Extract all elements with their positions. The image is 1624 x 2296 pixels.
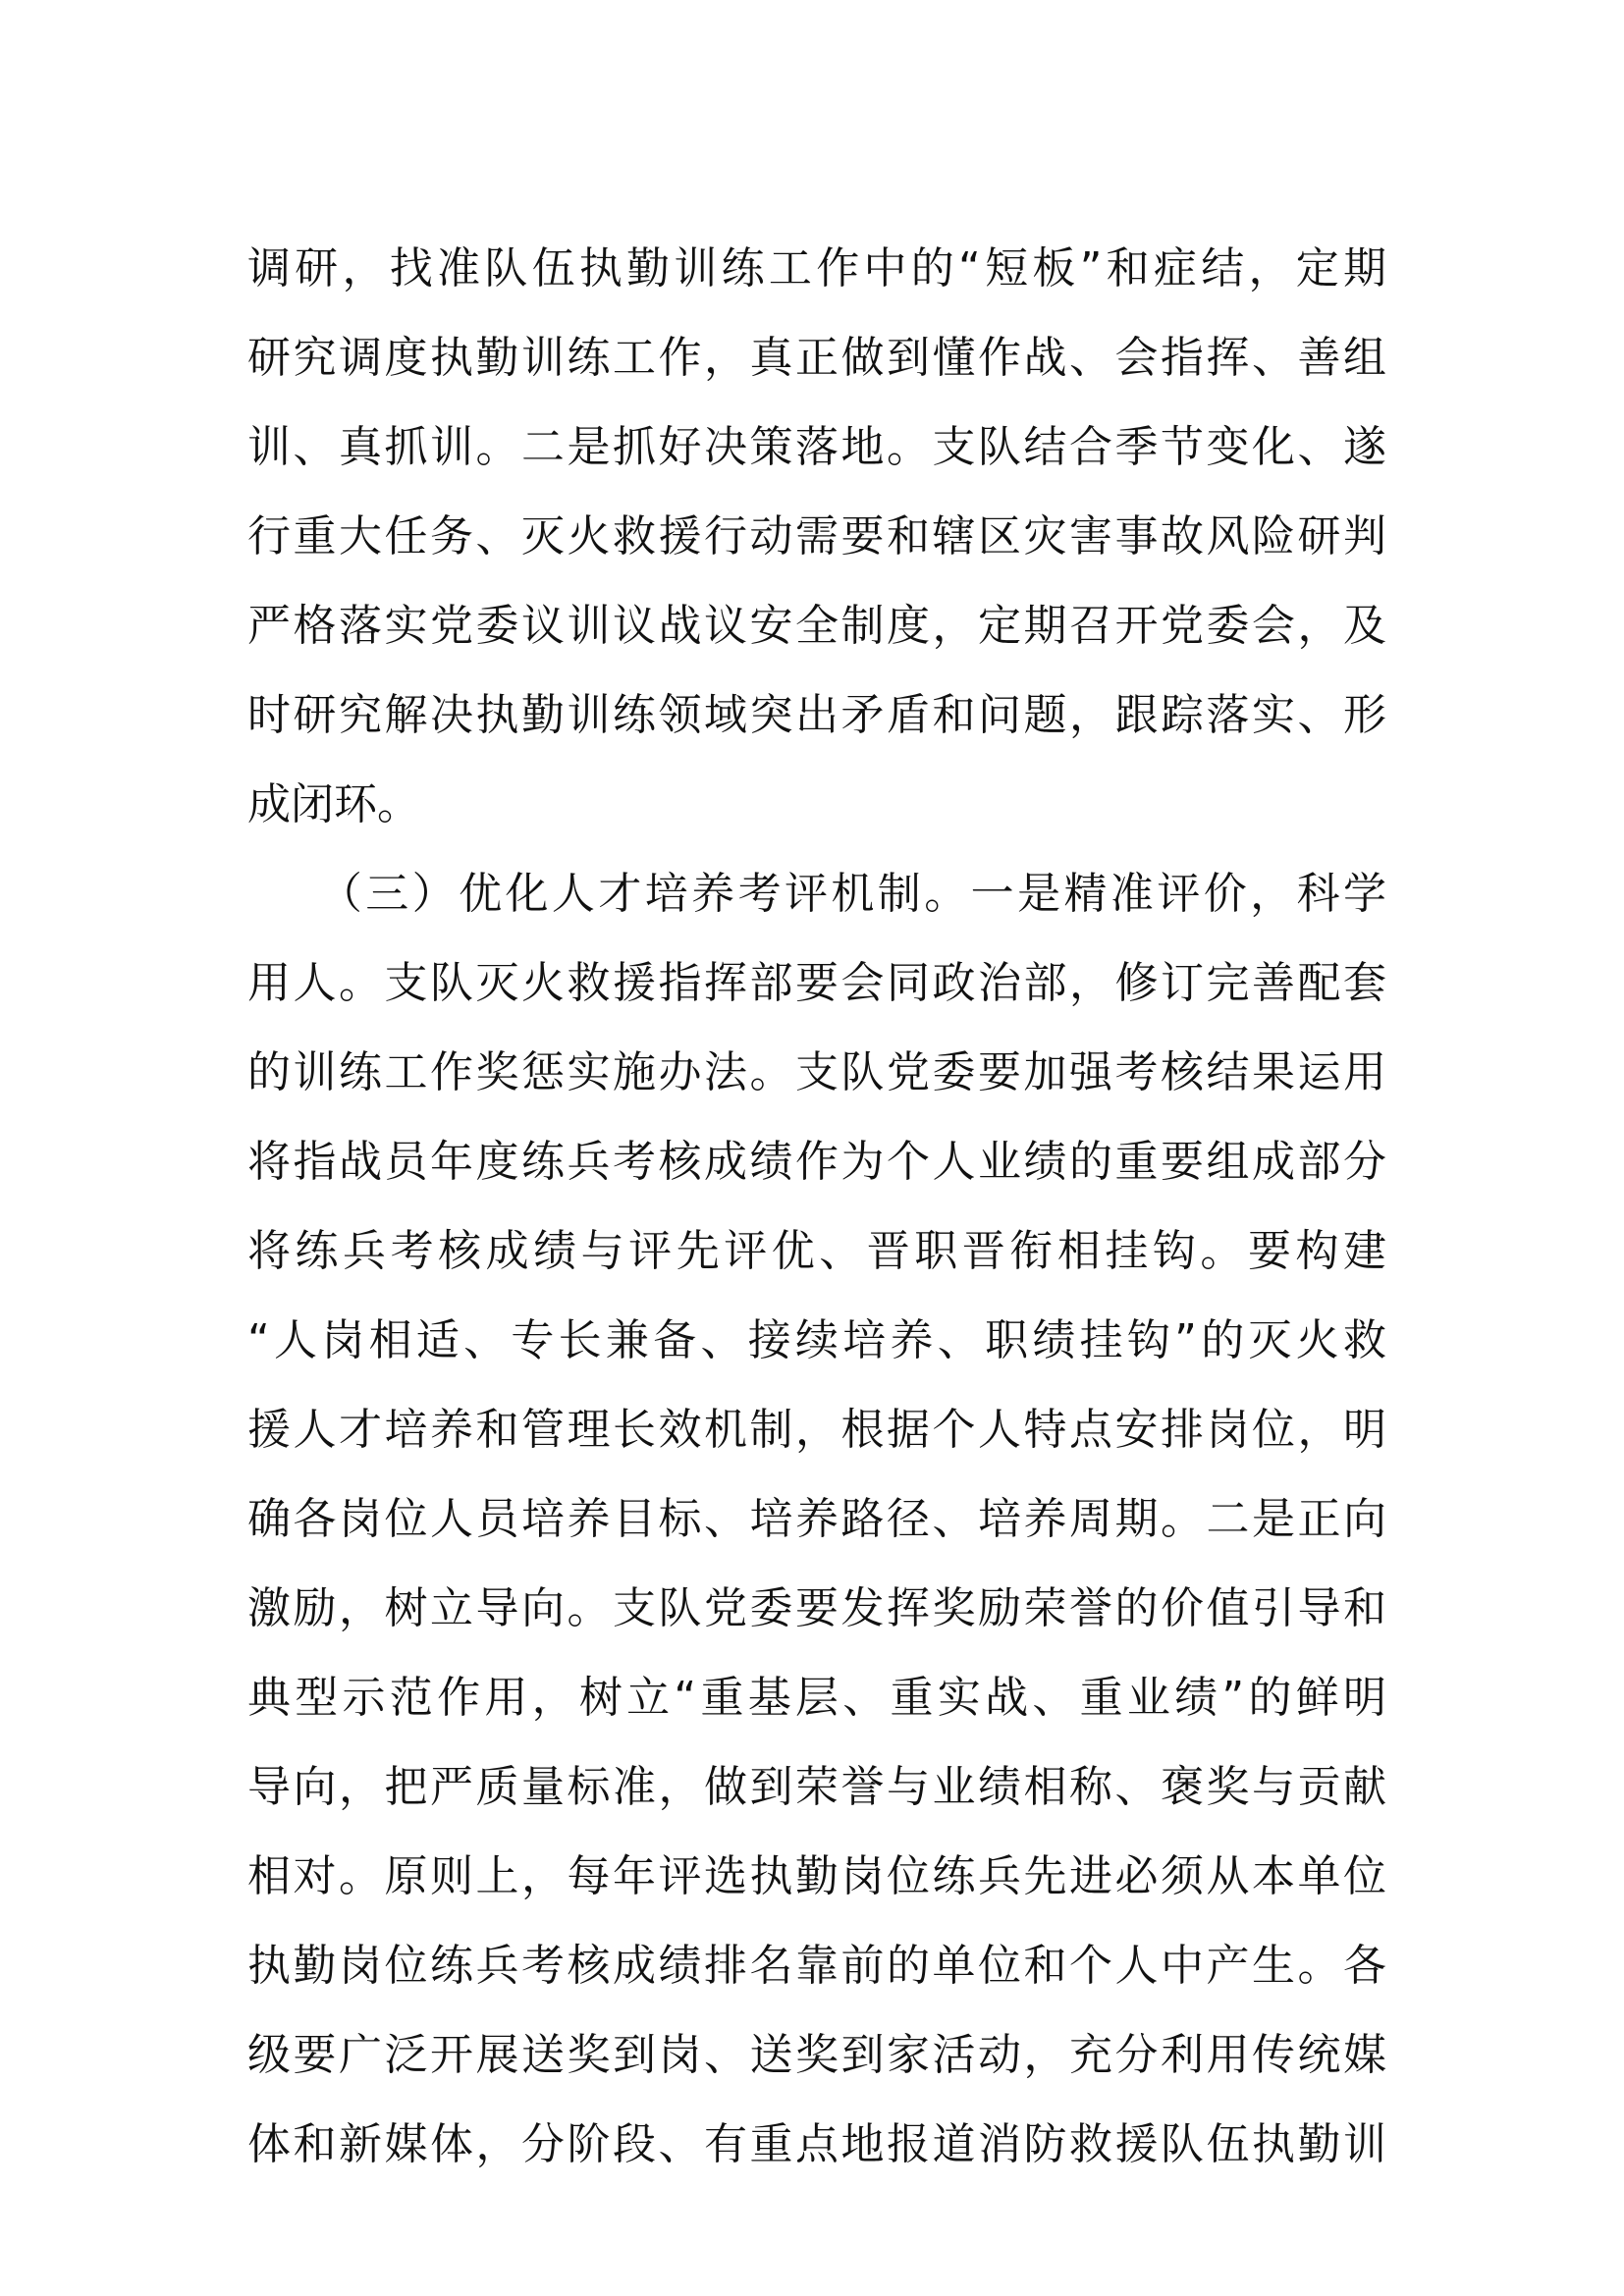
text-line: 级要广泛开展送奖到岗、送奖到家活动，充分利用传统媒 xyxy=(247,2030,1386,2080)
text-line: 的训练工作奖惩实施办法。支队党委要加强考核结果运用 xyxy=(247,1047,1386,1097)
body-text xyxy=(247,224,1386,2189)
text-line: 导向，把严质量标准，做到荣誉与业绩相称、褒奖与贡献 xyxy=(247,1762,1386,1812)
text-line: 成闭环。 xyxy=(247,779,420,829)
text-line: 激励，树立导向。支队党委要发挥奖励荣誉的价值引导和 xyxy=(247,1583,1386,1633)
text-line: 将指战员年度练兵考核成绩作为个人业绩的重要组成部分 xyxy=(247,1137,1386,1187)
text-line: 确各岗位人员培养目标、培养路径、培养周期。二是正向 xyxy=(247,1494,1386,1544)
text-line: 执勤岗位练兵考核成绩排名靠前的单位和个人中产生。各 xyxy=(247,1941,1386,1991)
text-line: 将练兵考核成绩与评先评优、晋职晋衔相挂钩。要构建 xyxy=(247,1226,1386,1276)
text-line: “人岗相适、专长兼备、接续培养、职绩挂钩”的灭火救 xyxy=(247,1315,1386,1365)
text-line: 时研究解决执勤训练领域突出矛盾和问题，跟踪落实、形 xyxy=(247,690,1386,740)
text-line: 援人才培养和管理长效机制，根据个人特点安排岗位，明 xyxy=(247,1405,1386,1455)
text-line: 相对。原则上，每年评选执勤岗位练兵先进必须从本单位 xyxy=(247,1851,1386,1901)
text-line: 调研，找准队伍执勤训练工作中的“短板”和症结，定期 xyxy=(247,243,1386,294)
text-line: 严格落实党委议训议战议安全制度，定期召开党委会，及 xyxy=(247,601,1386,651)
section-heading-line: （三）优化人才培养考评机制。一是精准评价，科学 xyxy=(247,869,1386,919)
text-line: 用人。支队灭火救援指挥部要会同政治部，修订完善配套 xyxy=(247,958,1386,1008)
text-line: 典型示范作用，树立“重基层、重实战、重业绩”的鲜明 xyxy=(247,1673,1386,1723)
text-line: 研究调度执勤训练工作，真正做到懂作战、会指挥、善组 xyxy=(247,333,1386,383)
text-line: 行重大任务、灭火救援行动需要和辖区灾害事故风险研判 xyxy=(247,511,1386,561)
text-line: 体和新媒体，分阶段、有重点地报道消防救援队伍执勤训 xyxy=(247,2119,1386,2169)
text-line: 训、真抓训。二是抓好决策落地。支队结合季节变化、遂 xyxy=(247,422,1386,472)
